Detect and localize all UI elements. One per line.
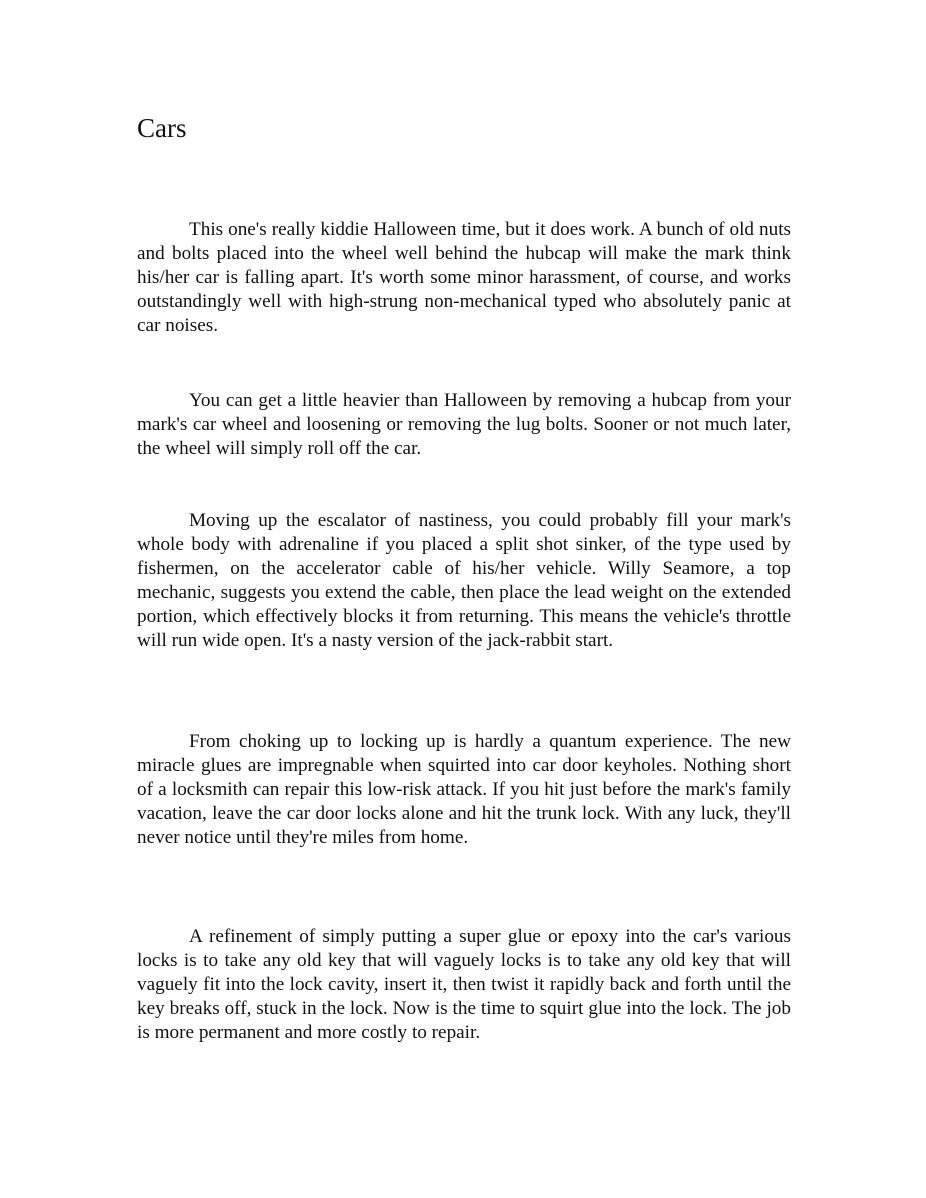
paragraph: This one's really kiddie Halloween time, but it does work. A bunch of old nuts and bolts placed into the wheel well behind the hubcap will make the mark think his/her car is falling apart. It's worth some minor harassment, of course, and works outstandingly well with high-strung non-mechanical typed who absolutely panic at car noises. xyxy=(137,219,791,336)
page-title: Cars xyxy=(137,113,187,143)
paragraph: From choking up to locking up is hardly a quantum experience. The new miracle glues are impregnable when squirted into car door keyholes. Nothing short of a locksmith can repair this low-risk attack. If you hit just before the mark's family vacation, leave the car door locks alone and hit the trunk lock. With any luck, they'll never notice until they're miles from home. xyxy=(137,731,791,848)
paragraph: A refinement of simply putting a super glue or epoxy into the car's various locks is to take any old key that will vaguely locks is to take any old key that will vaguely fit into the lock cavity, insert it, then twist it rapidly back and forth until the key breaks off, stuck in the lock. Now is the time to squirt glue into the lock. The job is more permanent and more costly to repair. xyxy=(137,926,791,1043)
paragraph: Moving up the escalator of nastiness, you could probably fill your mark's whole body with adrenaline if you placed a split shot sinker, of the type used by fishermen, on the accelerator cable of his/her vehicle. Willy Seamore, a top mechanic, suggests you extend the cable, then place the lead weight on the extended portion, which effectively blocks it from returning. This means the vehicle's throttle will run wide open. It's a nasty version of the jack-rabbit start. xyxy=(137,510,791,651)
paragraph: You can get a little heavier than Halloween by removing a hubcap from your mark's car wheel and loosening or removing the lug bolts. Sooner or not much later, the wheel will simply roll off the car. xyxy=(137,390,791,459)
